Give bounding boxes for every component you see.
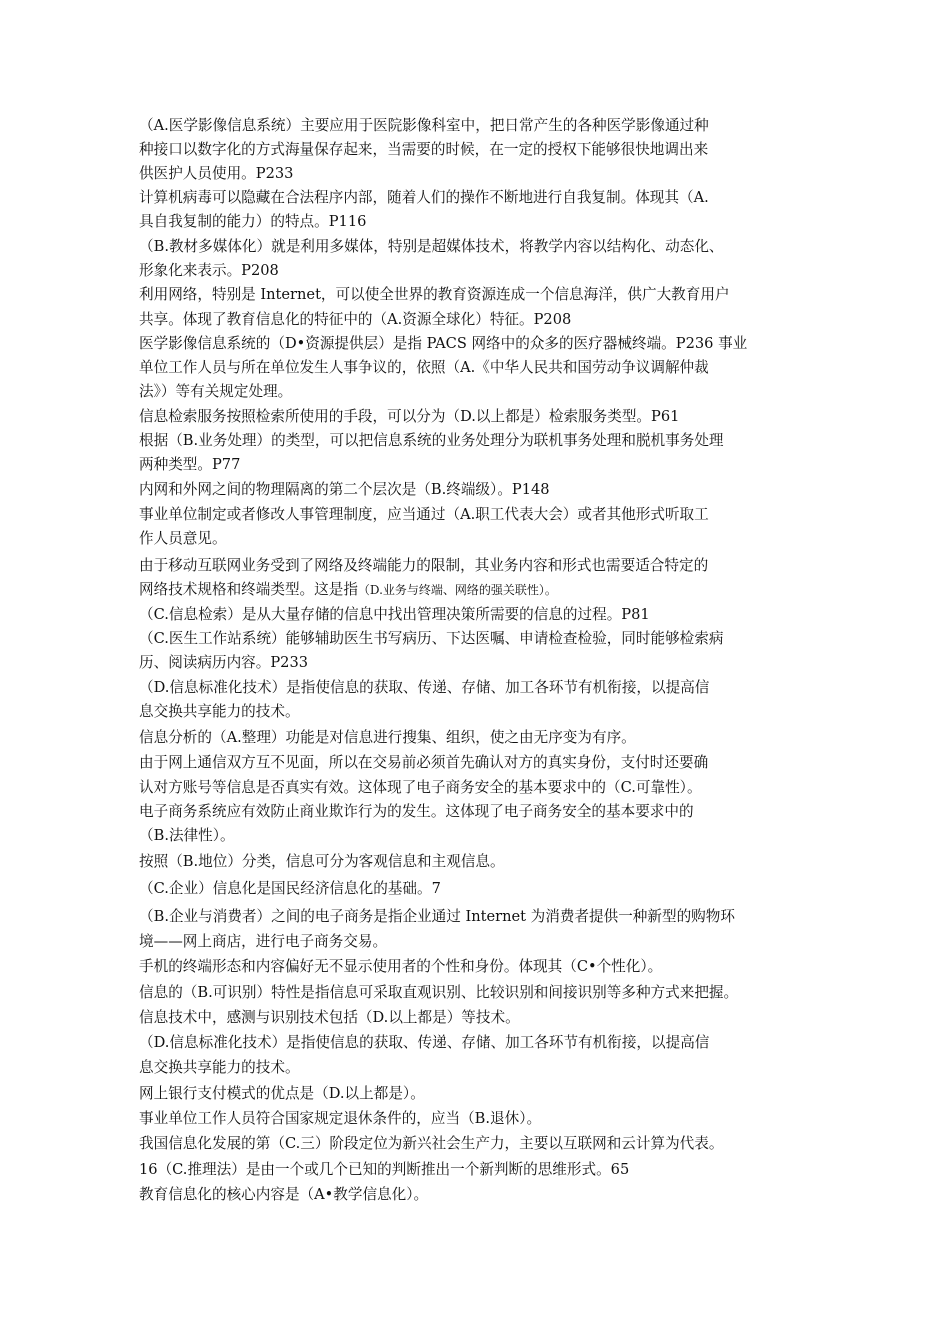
text-line: 两种类型。P77	[139, 456, 241, 473]
text-line: 网上银行支付模式的优点是（D.以上都是）。	[139, 1085, 425, 1102]
text-line: （C.信息检索）是从大量存储的信息中找出管理决策所需要的信息的过程。P81	[139, 606, 650, 623]
text-line: 信息的（B.可识别）特性是指信息可采取直观识别、比较识别和间接识别等多种方式来把握。	[139, 984, 739, 1001]
text-line: （C.医生工作站系统）能够辅助医生书写病历、下达医嘱、申请检查检验，同时能够检索病	[139, 630, 724, 647]
text-line: 信息技术中，感测与识别技术包括（D.以上都是）等技术。	[139, 1009, 520, 1026]
text-segment: 网络技术规格和终端类型。这是指	[139, 581, 358, 598]
text-line: 内网和外网之间的物理隔离的第二个层次是（B.终端级）。P148	[139, 481, 550, 498]
text-line: 由于网上通信双方互不见面，所以在交易前必须首先确认对方的真实身份，支付时还要确	[139, 754, 709, 771]
text-line: 根据（B.业务处理）的类型，可以把信息系统的业务处理分为联机事务处理和脱机事务处理	[139, 432, 724, 449]
text-line: 历、阅读病历内容。P233	[139, 654, 309, 671]
text-line: （D.信息标准化技术）是指使信息的获取、传递、存储、加工各环节有机衔接，以提高信	[139, 1034, 710, 1051]
text-line: 信息检索服务按照检索所使用的手段，可以分为（D.以上都是）检索服务类型。P61	[139, 408, 680, 425]
text-line: 种接口以数字化的方式海量保存起来，当需要的时候，在一定的授权下能够很快地调出来	[139, 141, 709, 158]
text-line: 形象化来表示。P208	[139, 262, 279, 279]
text-line: 手机的终端形态和内容偏好无不显示使用者的个性和身份。体现其（C•个性化）。	[139, 958, 663, 975]
text-line: 作人员意见。	[139, 530, 227, 547]
text-line: 利用网络，特别是 Internet，可以使全世界的教育资源连成一个信息海洋，供广大教育用户	[139, 286, 730, 303]
text-line: 境——网上商店，进行电子商务交易。	[139, 933, 388, 950]
text-line: 具自我复制的能力）的特点。P116	[139, 213, 367, 230]
text-line: 电子商务系统应有效防止商业欺诈行为的发生。这体现了电子商务安全的基本要求中的	[139, 803, 694, 820]
text-line: 事业单位工作人员符合国家规定退休条件的，应当（B.退休）。	[139, 1110, 542, 1127]
text-line	[139, 580, 557, 600]
text-line: 息交换共享能力的技术。	[139, 1059, 300, 1076]
text-line: 按照（B.地位）分类，信息可分为客观信息和主观信息。	[139, 853, 505, 870]
text-line: 教育信息化的核心内容是（A•教学信息化）。	[139, 1186, 429, 1203]
text-line: （D.信息标准化技术）是指使信息的获取、传递、存储、加工各环节有机衔接，以提高信	[139, 679, 710, 696]
text-line: 共享。体现了教育信息化的特征中的（A.资源全球化）特征。P208	[139, 311, 572, 328]
text-line: （C.企业）信息化是国民经济信息化的基础。7	[139, 880, 441, 897]
text-line: 信息分析的（A.整理）功能是对信息进行搜集、组织，使之由无序变为有序。	[139, 729, 636, 746]
text-line: 16（C.推理法）是由一个或几个已知的判断推出一个新判断的思维形式。65	[139, 1161, 630, 1178]
text-line: 计算机病毒可以隐藏在合法程序内部，随着人们的操作不断地进行自我复制。体现其（A.	[139, 189, 709, 206]
text-line: 事业单位制定或者修改人事管理制度，应当通过（A.职工代表大会）或者其他形式听取工	[139, 506, 709, 523]
text-line: 医学影像信息系统的（D•资源提供层）是指 PACS 网络中的众多的医疗器械终端。P236 事业	[139, 335, 748, 352]
text-line: 单位工作人员与所在单位发生人事争议的，依照（A.《中华人民共和国劳动争议调解仲裁	[139, 359, 709, 376]
text-line: （B.企业与消费者）之间的电子商务是指企业通过 Internet 为消费者提供一种新型的购物环	[139, 908, 735, 925]
text-line: 供医护人员使用。P233	[139, 165, 294, 182]
text-line: （A.医学影像信息系统）主要应用于医院影像科室中，把日常产生的各种医学影像通过种	[139, 117, 709, 134]
text-segment: （D.业务与终端、网络的强关联性）。	[357, 583, 557, 597]
text-line: 由于移动互联网业务受到了网络及终端能力的限制，其业务内容和形式也需要适合特定的	[139, 557, 709, 574]
text-line: （B.教材多媒体化）就是利用多媒体，特别是超媒体技术，将教学内容以结构化、动态化、	[139, 238, 724, 255]
text-line: 息交换共享能力的技术。	[139, 703, 300, 720]
text-line: （B.法律性）。	[139, 827, 235, 844]
text-line: 法》）等有关规定处理。	[139, 383, 293, 400]
text-line: 我国信息化发展的第（C.三）阶段定位为新兴社会生产力，主要以互联网和云计算为代表。	[139, 1135, 724, 1152]
text-line: 认对方账号等信息是否真实有效。这体现了电子商务安全的基本要求中的（C.可靠性）。	[139, 779, 702, 796]
